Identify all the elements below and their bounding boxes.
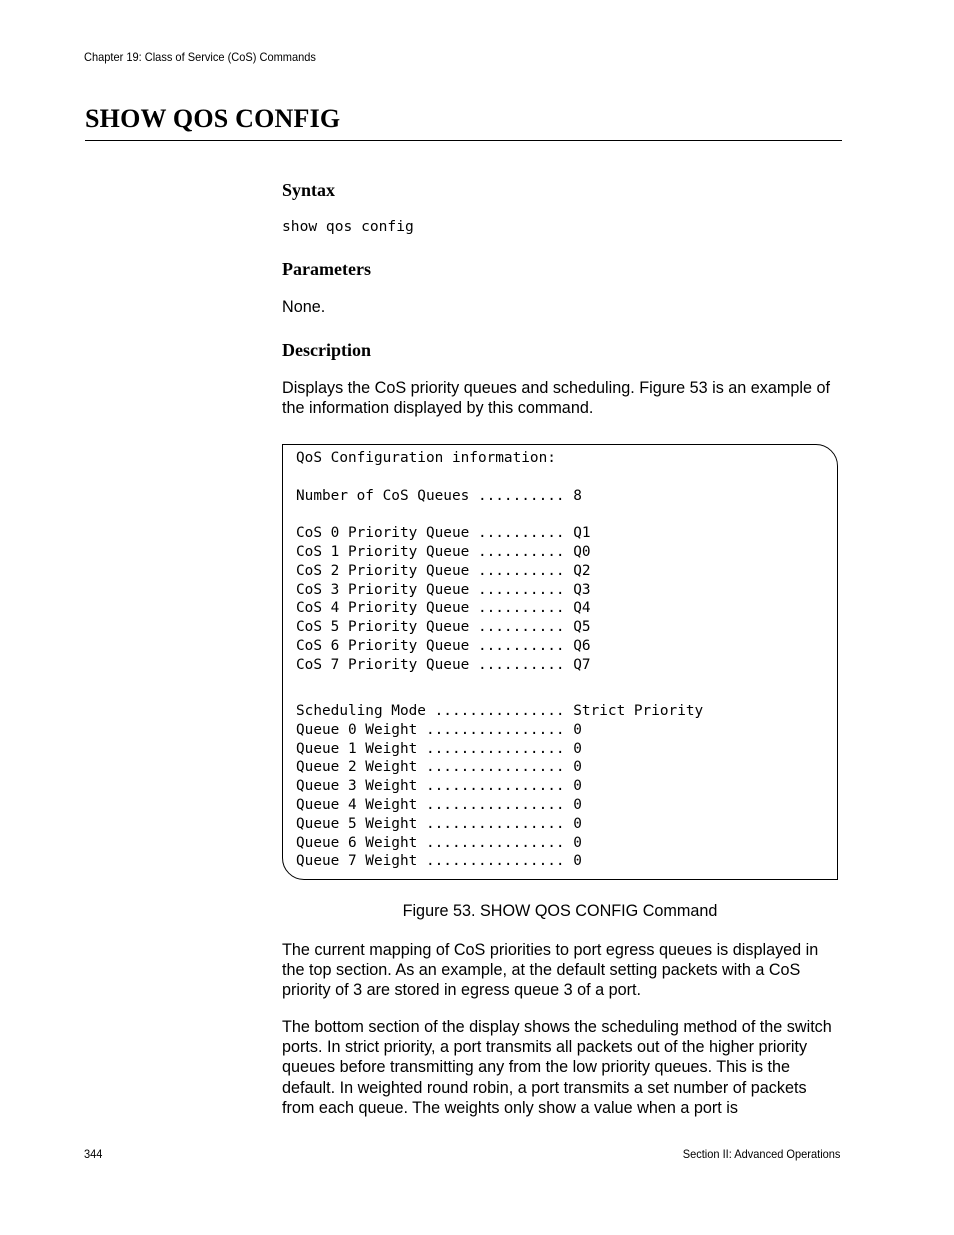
paragraph-scheduling: The bottom section of the display shows the scheduling method of the switch ports. In strict priority, a port transmits all packets out of the higher priority queues before transmitting any from the low priority queues. This is the default. In weighted round robin, a port transmits a set number of packets from each queue. The weights only show a value when a port is — [282, 1018, 832, 1117]
title-rule — [85, 140, 842, 141]
figure-caption: Figure 53. SHOW QOS CONFIG Command — [402, 902, 718, 920]
page-number: 344 — [84, 1147, 103, 1161]
page-title: SHOW QOS CONFIG — [85, 104, 341, 133]
figure-cos-queues-output: QoS Configuration information: Number of CoS Queues .......... 8 CoS 0 Priority Queue .......... Q1 CoS 1 Priority Queue .......... Q0 CoS 2 Priority Queue .......... Q2 CoS 3 Priority Queue .......... Q3 CoS 4 Priority Queue .......... Q4 CoS 5 Priority Queue .......... Q5 CoS 6 Priority Queue .......... Q6 CoS 7 Priority Queue .......... Q7 — [296, 450, 591, 673]
description-text: Displays the CoS priority queues and scheduling. Figure 53 is an example of the information displayed by this command. — [282, 379, 830, 418]
parameters-text: None. — [282, 298, 326, 316]
paragraph-cos-mapping: The current mapping of CoS priorities to port egress queues is displayed in the top section. As an example, at the default setting packets with a CoS priority of 3 are stored in egress queue 3 of a port. — [282, 941, 819, 1000]
footer-section: Section II: Advanced Operations — [682, 1147, 840, 1161]
figure-scheduling-output: Scheduling Mode ............... Strict Priority Queue 0 Weight ................ 0 Queue 1 Weight ................ 0 Queue 2 Weight ................ 0 Queue 3 Weight ................ 0 Queue 4 Weight ................ 0 Queue 5 Weight ................ 0 Queue 6 Weight ................ 0 Queue 7 Weight ................ 0 — [296, 703, 704, 870]
syntax-command: show qos config — [282, 218, 414, 235]
parameters-heading: Parameters — [282, 259, 371, 279]
syntax-heading: Syntax — [282, 180, 336, 200]
description-heading: Description — [282, 340, 371, 360]
running-head: Chapter 19: Class of Service (CoS) Commands — [84, 50, 316, 64]
